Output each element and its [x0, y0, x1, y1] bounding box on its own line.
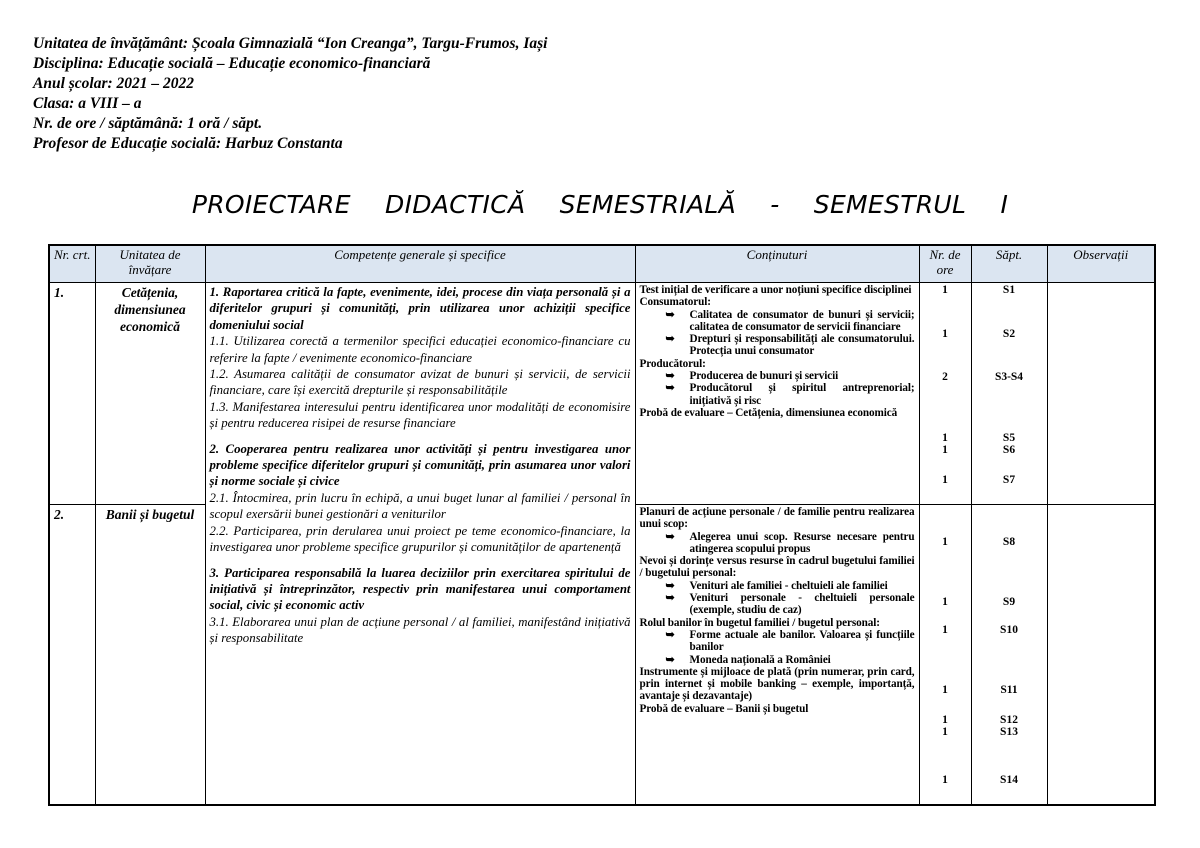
week-value: S5 — [1002, 432, 1016, 444]
hours-value: 1 — [942, 328, 948, 340]
hours-value: 2 — [942, 371, 948, 383]
content-item: ➥ Producătorul și spiritul antreprenorial; inițiativă și risc — [665, 382, 915, 407]
hours-cell — [919, 505, 971, 805]
content-item: ➥ Moneda națională a României — [665, 653, 831, 666]
teacher-line: Profesor de Educație socială: Harbuz Constanta — [33, 135, 343, 152]
week-value: S11 — [1000, 684, 1018, 696]
week-value: S14 — [1000, 774, 1018, 786]
arrow-bullet-icon: ➥ — [665, 530, 675, 543]
row-number: 1. — [49, 283, 95, 505]
hours-value: 1 — [942, 774, 948, 786]
content-item: Rolul banilor în bugetul familiei / bugetul personal: — [639, 616, 880, 629]
contents-cell — [635, 283, 919, 505]
week-cell — [971, 505, 1047, 805]
header-unit: Unitatea de învățare — [95, 245, 205, 283]
notes-cell — [1047, 283, 1155, 505]
hours-per-week-line: Nr. de ore / săptămână: 1 oră / săpt. — [33, 115, 263, 132]
competences-cell — [205, 283, 635, 805]
week-value: S7 — [1002, 474, 1016, 486]
header-week: Săpt. — [971, 245, 1047, 283]
discipline-line: Disciplina: Educație socială – Educație economico-financiară — [33, 55, 431, 72]
hours-value: 1 — [942, 474, 948, 486]
week-value: S10 — [1000, 624, 1018, 636]
specific-competence: 1.1. Utilizarea corectă a termenilor specifici educației economico-financiare cu referire la fapte / evenimente economico-financiare — [209, 334, 631, 365]
arrow-bullet-icon: ➥ — [665, 579, 675, 592]
content-item: ➥ Alegerea unui scop. Resurse necesare pentru atingerea scopului propus — [665, 530, 915, 555]
content-item: Producătorul: — [639, 357, 706, 370]
content-item: Instrumente și mijloace de plată (prin numerar, prin card, prin internet și mobile banking – exemple, importanță, avantaje și dezavantaje) — [639, 665, 915, 703]
specific-competence: 2.2. Participarea, prin derularea unui proiect pe teme economico-financiare, la investigarea unor probleme specifice grupurilor și comunităților de apartenență — [209, 523, 631, 555]
content-item: ➥ Drepturi și responsabilități ale consumatorului. Protecția unui consumator — [665, 333, 915, 358]
week-value: S8 — [1002, 536, 1016, 548]
hours-value: 1 — [942, 714, 948, 726]
header-contents: Conținuturi — [635, 245, 919, 283]
arrow-bullet-icon: ➥ — [665, 308, 675, 321]
specific-competence: 3.1. Elaborarea unui plan de acțiune personal / al familiei, manifestând inițiativă și responsabilitate — [209, 614, 631, 646]
arrow-bullet-icon: ➥ — [665, 382, 675, 395]
week-value: S13 — [1000, 726, 1018, 738]
week-value: S9 — [1002, 596, 1016, 608]
content-item: ➥ Venituri ale familiei - cheltuieli ale familiei — [665, 579, 888, 592]
arrow-bullet-icon: ➥ — [665, 653, 675, 666]
week-value: S12 — [1000, 714, 1018, 726]
arrow-bullet-icon: ➥ — [665, 370, 675, 383]
table-row — [49, 283, 1155, 505]
content-item: Probă de evaluare – Banii și bugetul — [639, 702, 809, 715]
specific-competence: 2.1. Întocmirea, prin lucru în echipă, a unui buget lunar al familiei / personal în scopul exersării bunei gestionări a veniturilor — [209, 490, 631, 522]
contents-cell — [635, 505, 919, 805]
content-item: ➥ Forme actuale ale banilor. Valoarea și funcțiile banilor — [665, 628, 915, 654]
general-competence: 3. Participarea responsabilă la luarea deciziilor prin exercitarea spiritului de inițiativă și întreprinzător, respectiv prin manifestarea unui comportament social, civic și economic activ — [209, 565, 631, 613]
header-hours: Nr. de ore — [919, 245, 971, 283]
arrow-bullet-icon: ➥ — [665, 592, 675, 605]
document-header — [33, 34, 547, 154]
hours-value: 1 — [942, 444, 948, 456]
week-value: S3-S4 — [994, 371, 1024, 383]
content-item: ➥ Venituri personale - cheltuieli personale (exemple, studiu de caz) — [665, 592, 915, 617]
content-item: Nevoi și dorințe versus resurse în cadrul bugetului familiei / bugetului personal: — [639, 555, 915, 580]
table-header-row — [49, 245, 1155, 283]
arrow-bullet-icon: ➥ — [665, 333, 675, 346]
specific-competence: 1.2. Asumarea calității de consumator avizat de bunuri și servicii, de servicii financiare, care își exercită drepturile și responsabilitățile — [209, 367, 631, 398]
header-competences: Competențe generale și specifice — [205, 245, 635, 283]
week-value: S6 — [1002, 444, 1016, 456]
row-number: 2. — [49, 505, 95, 805]
header-notes: Observații — [1047, 245, 1155, 283]
week-value: S1 — [1002, 284, 1016, 296]
hours-value: 1 — [942, 624, 948, 636]
notes-cell — [1047, 505, 1155, 805]
general-competence: 1. Raportarea critică la fapte, evenimente, idei, procese din viața personală și a diferitelor grupuri și comunități, prin utilizarea unor achiziții specifice domeniului social — [209, 285, 631, 332]
page-title: PROIECTARE DIDACTICĂ SEMESTRIALĂ - SEMESTRUL I — [191, 190, 1009, 219]
hours-value: 1 — [942, 536, 948, 548]
school-line: Unitatea de învățământ: Școala Gimnazială “Ion Creanga”, Targu-Frumos, Iași — [33, 35, 548, 52]
hours-value: 1 — [942, 684, 948, 696]
content-item: Test inițial de verificare a unor noțiuni specifice disciplinei — [639, 284, 912, 296]
planning-table — [48, 244, 1156, 806]
week-value: S2 — [1002, 328, 1016, 340]
content-item: Consumatorul: — [639, 296, 711, 309]
hours-value: 1 — [942, 726, 948, 738]
specific-competence: 1.3. Manifestarea interesului pentru identificarea unor modalități de economisire și pentru reducerea risipei de resurse financiare — [209, 399, 631, 431]
hours-value: 1 — [942, 432, 948, 444]
learning-unit: Cetățenia, dimensiunea economică — [95, 283, 205, 505]
class-line: Clasa: a VIII – a — [33, 95, 142, 112]
content-item: ➥ Producerea de bunuri și servicii — [665, 370, 839, 383]
content-item: ➥ Calitatea de consumator de bunuri și servicii; calitatea de consumator de servicii financiare — [665, 308, 915, 333]
hours-value: 1 — [942, 596, 948, 608]
content-item: Planuri de acțiune personale / de familie pentru realizarea unui scop: — [639, 506, 915, 531]
learning-unit: Banii și bugetul — [95, 505, 205, 805]
hours-value: 1 — [942, 284, 948, 296]
general-competence: 2. Cooperarea pentru realizarea unor activități și pentru investigarea unor probleme specifice diferitelor grupuri și comunități, prin asumarea unor valori și norme sociale și civice — [209, 441, 631, 489]
arrow-bullet-icon: ➥ — [665, 628, 675, 641]
content-item: Probă de evaluare – Cetățenia, dimensiunea economică — [639, 406, 898, 419]
header-nr: Nr. crt. — [49, 245, 95, 283]
school-year-line: Anul școlar: 2021 – 2022 — [33, 75, 195, 92]
hours-cell — [919, 283, 971, 505]
week-cell — [971, 283, 1047, 505]
